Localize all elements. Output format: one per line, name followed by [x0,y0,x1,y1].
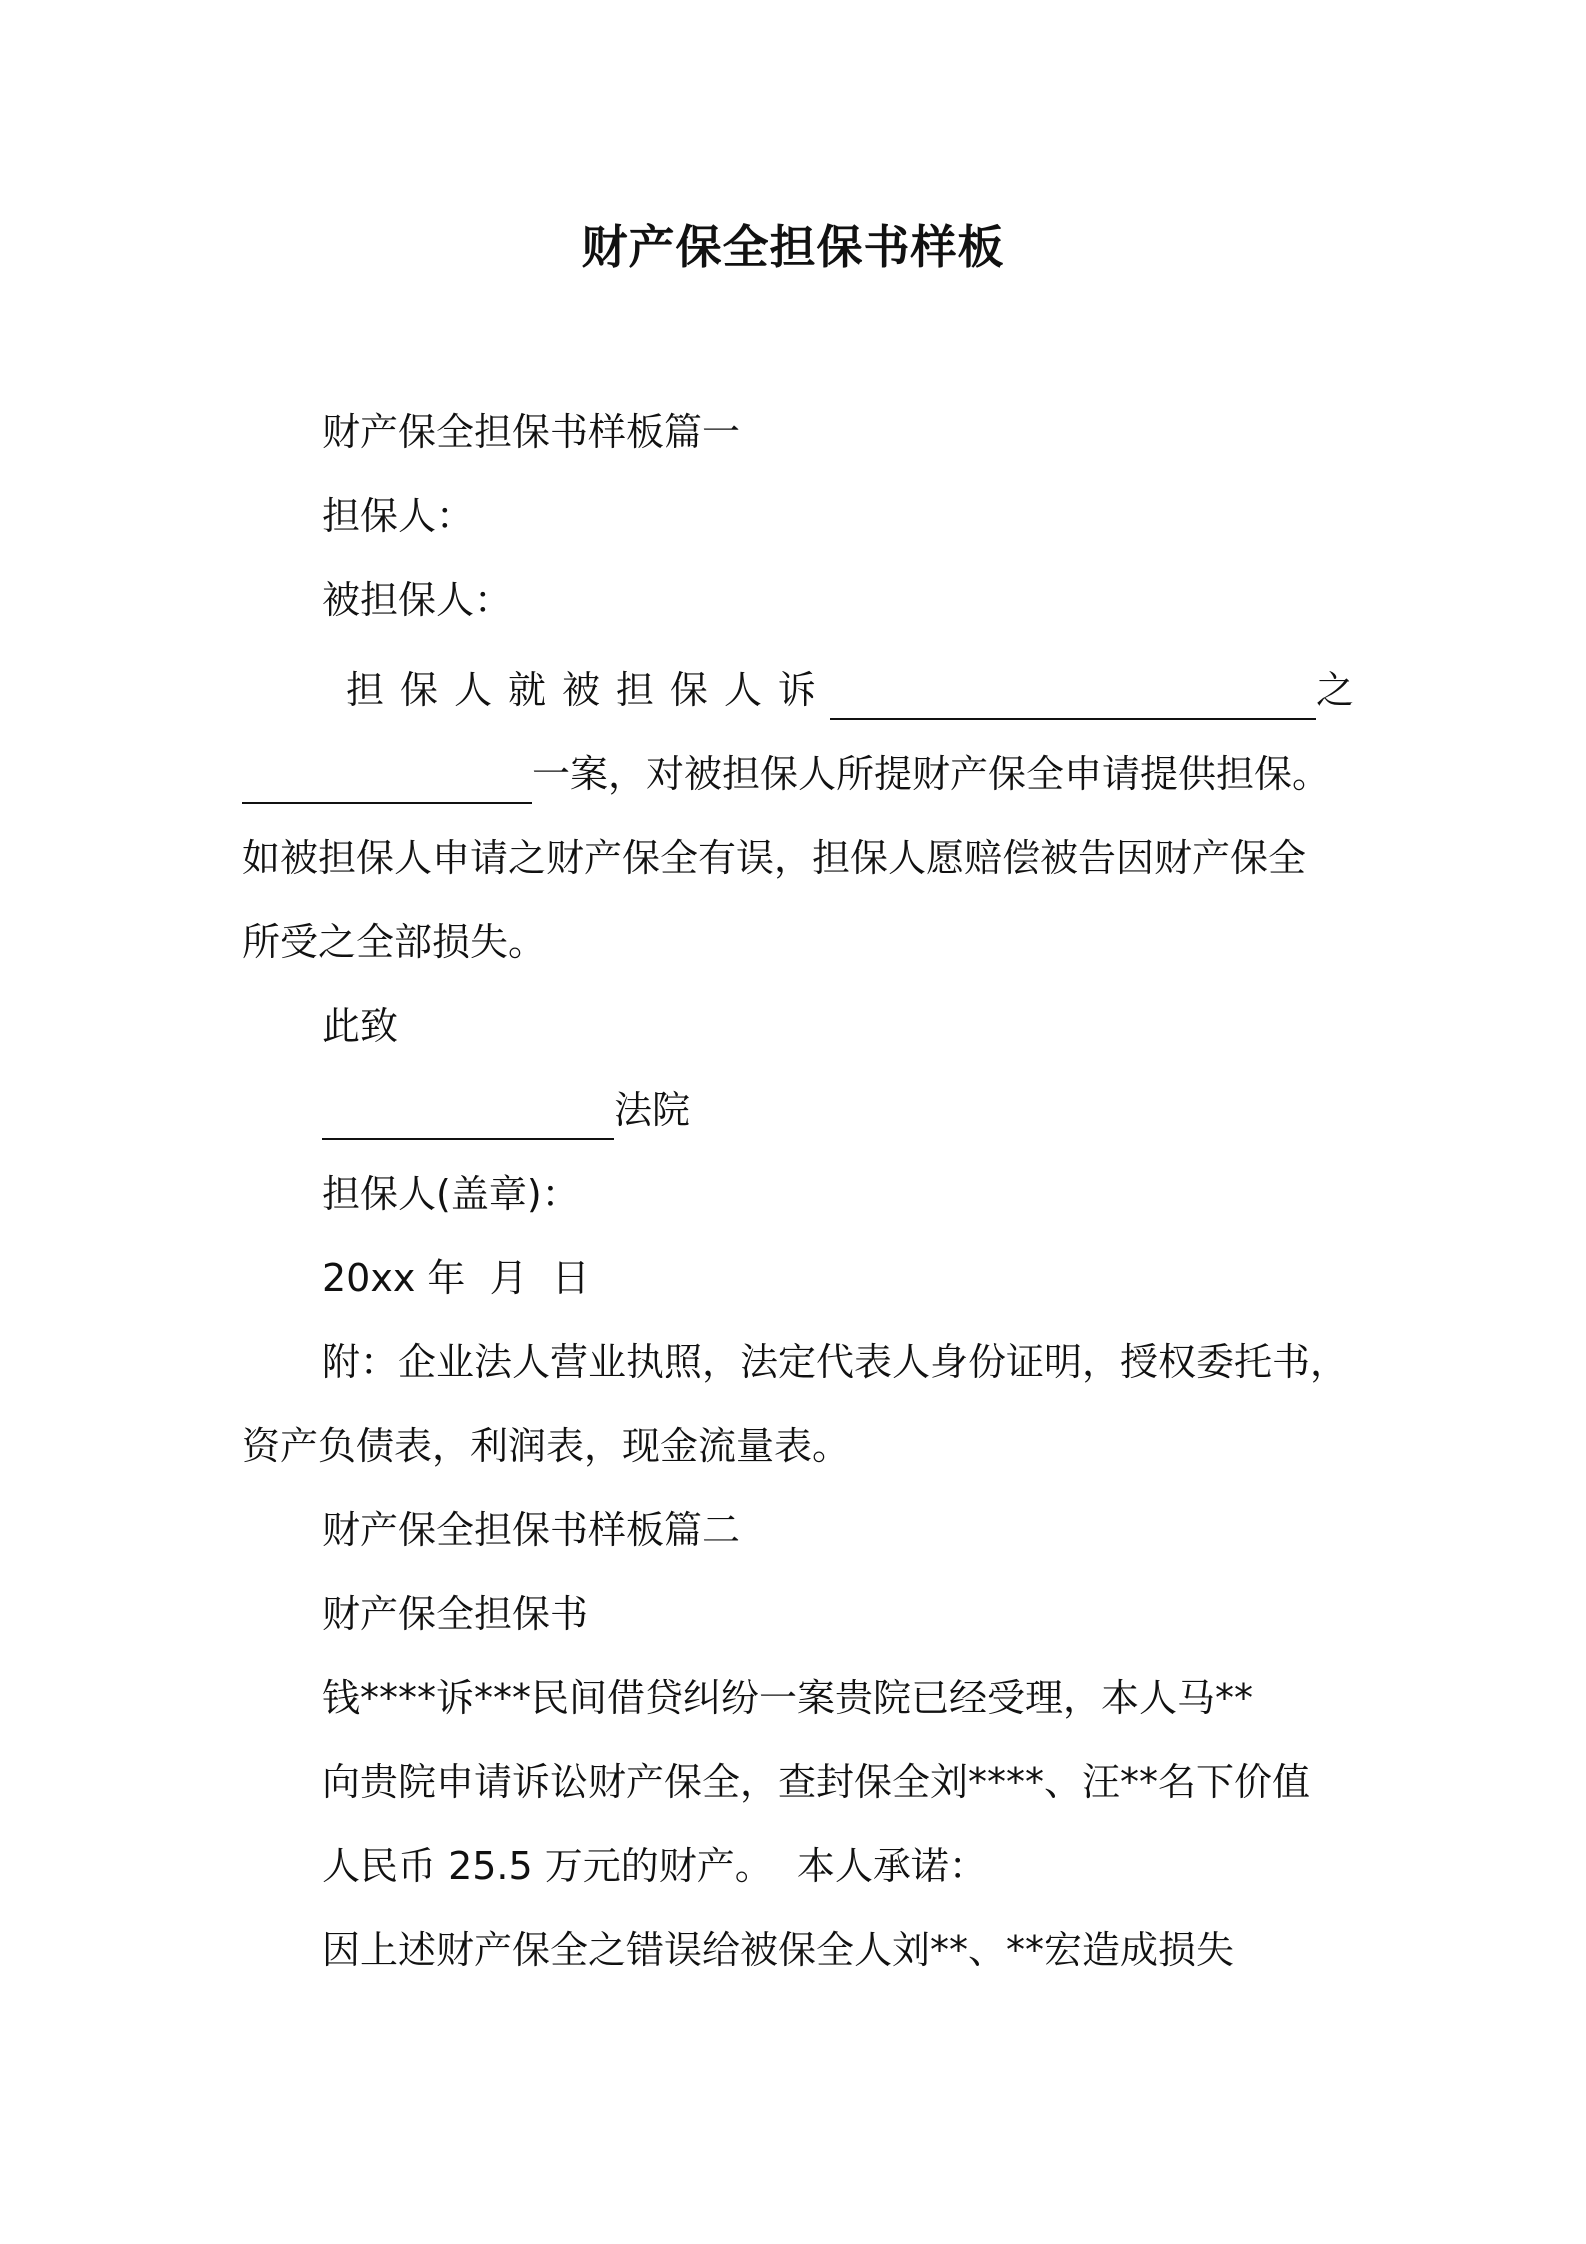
document-title: 财产保全担保书样板 [581,220,1005,274]
attachments-row1: 附：企业法人营业执照，法定代表人身份证明，授权委托书， [322,1340,1349,1384]
lead-char: 就 [507,668,546,712]
lead-char: 被 [561,668,600,712]
attachments-row2: 资产负债表，利润表，现金流量表。 [242,1424,851,1468]
part2-heading: 财产保全担保书样板篇二 [322,1508,741,1552]
paragraph2-row1: 钱****诉***民间借贷纠纷一案贵院已经受理，本人马** [322,1676,1254,1720]
court-line [322,1080,690,1140]
paragraph2-row4: 因上述财产保全之错误给被保全人刘**、**宏造成损失 [322,1928,1235,1972]
paragraph2-row2: 向贵院申请诉讼财产保全，查封保全刘****、汪**名下价值 [322,1760,1311,1804]
blank-plaintiff-line [830,674,1316,720]
lead-char: 人 [723,668,762,712]
lead-char: 担 [346,668,385,712]
lead-char: 诉 [777,668,816,712]
lead-char: 保 [669,668,708,712]
part2-subtitle: 财产保全担保书 [322,1592,589,1636]
lead-char: 保 [399,668,438,712]
lead-char: 担 [615,668,654,712]
paragraph1-row2-text: 一案，对被担保人所提财产保全申请提供担保。 [532,752,1331,796]
paragraph1-lead-text [346,660,830,720]
guaranteed-party-label: 被担保人： [322,578,513,622]
blank-court-line [322,1094,614,1140]
guarantor-label: 担保人： [322,494,475,538]
paragraph1-row4: 所受之全部损失。 [242,920,547,964]
part1-heading: 财产保全担保书样板篇一 [322,410,741,454]
date-line: 20xx 年 月 日 [322,1256,590,1300]
paragraph2-row3: 人民币 25.5 万元的财产。 本人承诺： [322,1844,987,1888]
paragraph1-row1 [346,660,1354,720]
paragraph1-row3: 如被担保人申请之财产保全有误，担保人愿赔偿被告因财产保全 [242,836,1307,880]
blank-case-line [242,758,532,804]
salutation: 此致 [322,1004,399,1048]
court-suffix: 法院 [614,1088,691,1132]
paragraph1-row1-tail: 之 [1315,668,1354,712]
paragraph1-row2 [242,744,1362,804]
lead-char: 人 [453,668,492,712]
signature-label: 担保人(盖章)： [322,1172,580,1216]
